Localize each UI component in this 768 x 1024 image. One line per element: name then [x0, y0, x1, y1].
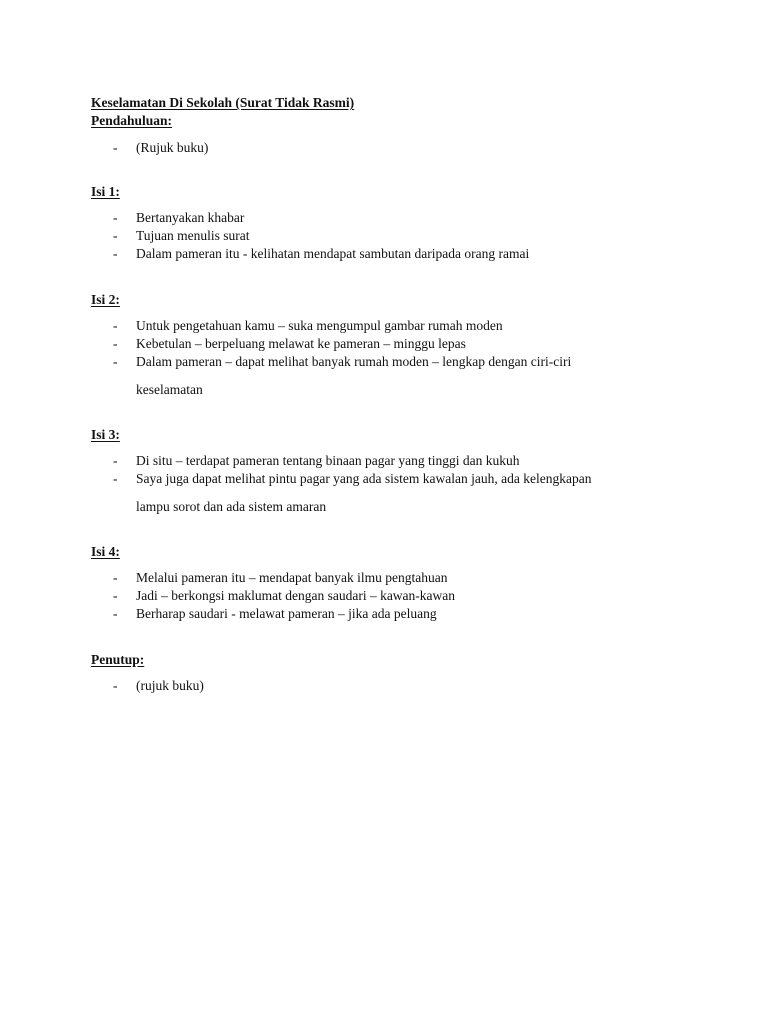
list-dash: - [113, 246, 118, 261]
list-item-continuation: lampu sorot dan ada sistem amaran [136, 499, 327, 514]
list-item: Saya juga dapat melihat pintu pagar yang ada sistem kawalan jauh, ada kelengkapan [136, 471, 592, 486]
list-item: Dalam pameran – dapat melihat banyak rumah moden – lengkap dengan ciri-ciri [136, 354, 572, 369]
list-dash: - [113, 570, 118, 585]
list-item: Melalui pameran itu – mendapat banyak ilmu pengtahuan [136, 570, 448, 585]
list-dash: - [113, 336, 118, 351]
list-dash: - [113, 453, 118, 468]
list-dash: - [113, 354, 118, 369]
section-heading-penutup: Penutup: [91, 652, 145, 667]
list-item: Untuk pengetahuan kamu – suka mengumpul gambar rumah moden [136, 318, 503, 333]
section-heading-isi-1: Isi 1: [91, 184, 120, 199]
document-title: Keselamatan Di Sekolah (Surat Tidak Rasmi) [91, 95, 355, 110]
list-item: Kebetulan – berpeluang melawat ke pameran – minggu lepas [136, 336, 466, 351]
list-dash: - [113, 678, 118, 693]
list-item: Jadi – berkongsi maklumat dengan saudari – kawan-kawan [136, 588, 456, 603]
list-dash: - [113, 471, 118, 486]
list-item: Di situ – terdapat pameran tentang binaan pagar yang tinggi dan kukuh [136, 453, 520, 468]
list-dash: - [113, 588, 118, 603]
list-item: Berharap saudari - melawat pameran – jika ada peluang [136, 606, 437, 621]
section-heading-isi-2: Isi 2: [91, 292, 120, 307]
list-item: (Rujuk buku) [136, 140, 209, 155]
list-item: Tujuan menulis surat [136, 228, 250, 243]
section-heading-pendahuluan: Pendahuluan: [91, 113, 173, 128]
section-heading-isi-4: Isi 4: [91, 544, 120, 559]
list-dash: - [113, 606, 118, 621]
list-item: (rujuk buku) [136, 678, 204, 693]
list-item-continuation: keselamatan [136, 382, 203, 397]
list-item: Bertanyakan khabar [136, 210, 245, 225]
list-item: Dalam pameran itu - kelihatan mendapat sambutan daripada orang ramai [136, 246, 530, 261]
list-dash: - [113, 318, 118, 333]
list-dash: - [113, 228, 118, 243]
section-heading-isi-3: Isi 3: [91, 427, 120, 442]
list-dash: - [113, 210, 118, 225]
list-dash: - [113, 140, 118, 155]
